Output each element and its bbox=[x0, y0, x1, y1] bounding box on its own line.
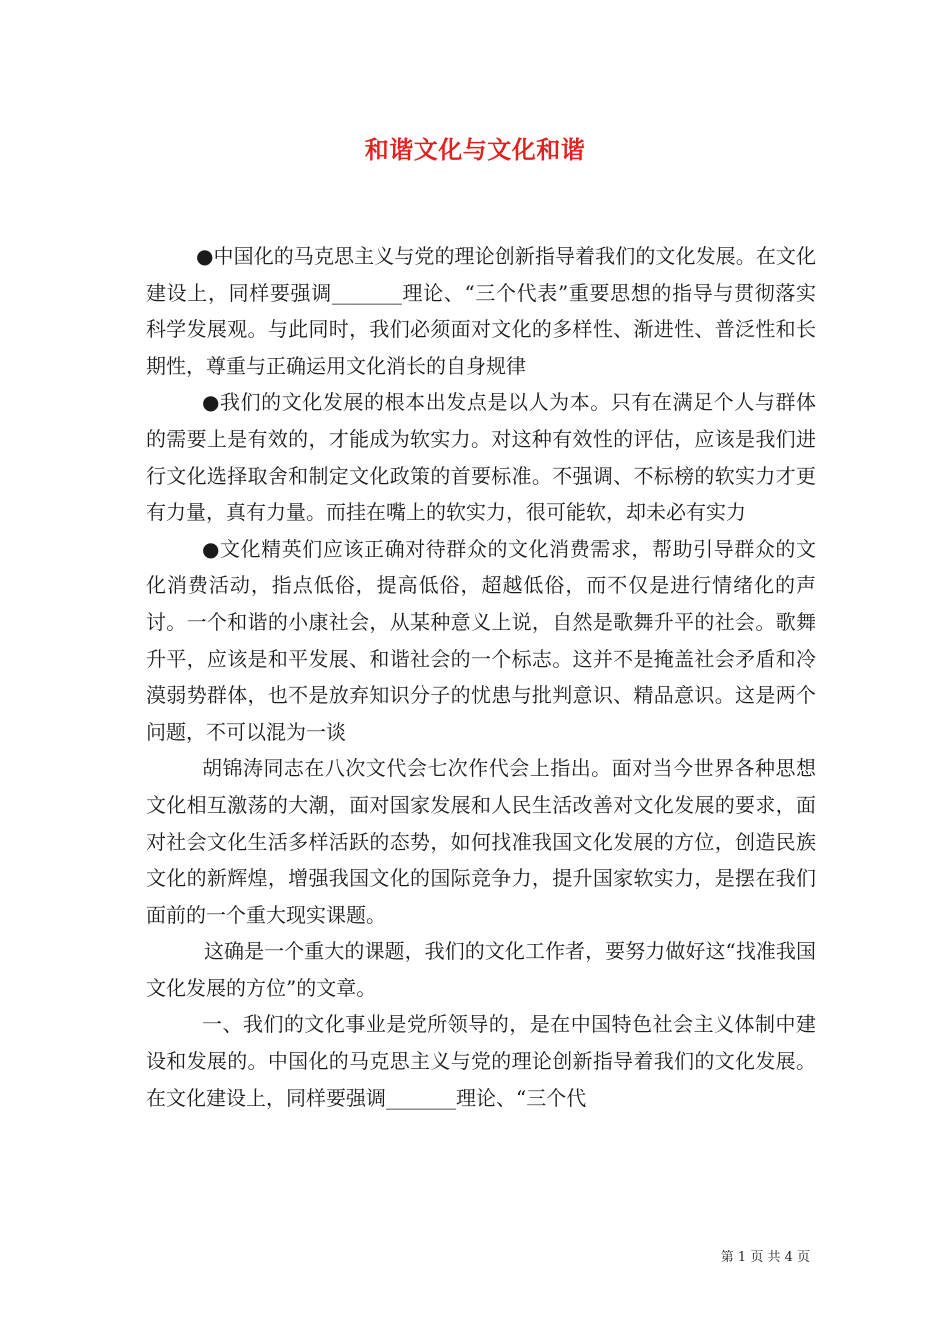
paragraph-2: ●我们的文化发展的根本出发点是以人为本。只有在满足个人与群体的需要上是有效的，才能成为软实力。对这种有效性的评估，应该是我们进行文化选择取舍和制定文化政策的首要标准。不强调、不标榜的软实力才更有力量，真有力量。而挂在嘴上的软实力，很可能软，却未必有实力 bbox=[146, 390, 816, 525]
paragraph-5: 这确是一个重大的课题，我们的文化工作者，要努力做好这“找准我国文化发展的方位”的文章。 bbox=[146, 939, 816, 1000]
page-footer: 第 1 页 共 4 页 bbox=[720, 1250, 810, 1265]
document-body bbox=[146, 238, 816, 1116]
paragraph-6: 一、我们的文化事业是党所领导的，是在中国特色社会主义体制中建设和发展的。中国化的马克思主义与党的理论创新指导着我们的文化发展。在文化建设上，同样要强调_______理论、“三个代 bbox=[146, 1012, 816, 1110]
paragraph-1: ●中国化的马克思主义与党的理论创新指导着我们的文化发展。在文化建设上，同样要强调_______理论、“三个代表”重要思想的指导与贯彻落实科学发展观。与此同时，我们必须面对文化的多样性、渐进性、普泛性和长期性，尊重与正确运用文化消长的自身规律 bbox=[146, 244, 816, 378]
paragraph-4: 胡锦涛同志在八次文代会七次作代会上指出。面对当今世界各种思想文化相互激荡的大潮，面对国家发展和人民生活改善对文化发展的要求，面对社会文化生活多样活跃的态势，如何找准我国文化发展的方位，创造民族文化的新辉煌，增强我国文化的国际竞争力，提升国家软实力，是摆在我们面前的一个重大现实课题。 bbox=[146, 756, 816, 927]
paragraph-3: ●文化精英们应该正确对待群众的文化消费需求，帮助引导群众的文化消费活动，指点低俗，提高低俗，超越低俗，而不仅是进行情绪化的声讨。一个和谐的小康社会，从某种意义上说，自然是歌舞升平的社会。歌舞升平，应该是和平发展、和谐社会的一个标志。这并不是掩盖社会矛盾和冷漠弱势群体，也不是放弃知识分子的忧患与批判意识、精品意识。这是两个问题，不可以混为一谈 bbox=[146, 536, 816, 744]
document-title: 和谐文化与文化和谐 bbox=[364, 135, 586, 164]
